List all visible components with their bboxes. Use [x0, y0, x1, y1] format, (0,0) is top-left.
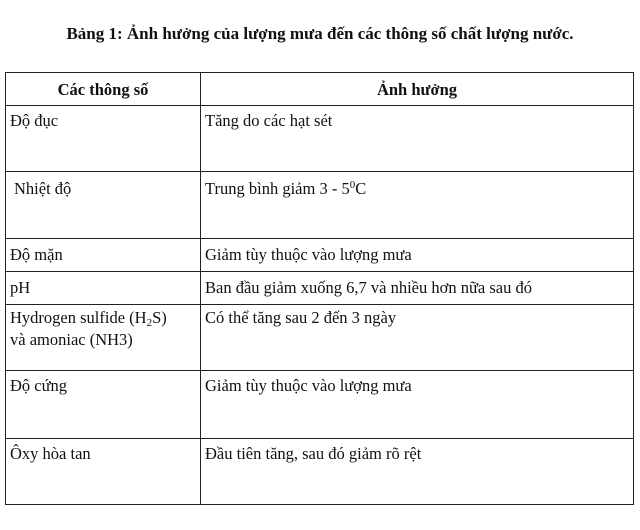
table-row [6, 106, 634, 172]
effect-cell: Giảm tùy thuộc vào lượng mưa [201, 239, 634, 272]
param-cell [6, 305, 201, 371]
table-row [6, 371, 634, 439]
param-cell: pH [6, 272, 201, 305]
param-cell: Nhiệt độ [6, 172, 201, 239]
table-row [6, 272, 634, 305]
param-text: Hydrogen sulfide (H [10, 308, 147, 327]
table-header-row [6, 73, 634, 106]
header-effects: Ảnh hưởng [201, 73, 634, 106]
effect-cell: Tăng do các hạt sét [201, 106, 634, 172]
effect-cell: Giảm tùy thuộc vào lượng mưa [201, 371, 634, 439]
param-cell: Độ mặn [6, 239, 201, 272]
degree-superscript: 0 [349, 179, 356, 191]
effect-cell: Có thể tăng sau 2 đến 3 ngày [201, 305, 634, 371]
subscript: 2 [146, 317, 153, 329]
effect-cell [201, 172, 634, 239]
table-caption: Bảng 1: Ảnh hưởng của lượng mưa đến các thông số chất lượng nước. [66, 24, 574, 43]
param-text-line2: và amoniac (NH3) [10, 330, 133, 349]
param-text-suffix: S) [152, 308, 167, 327]
table-row [6, 239, 634, 272]
param-cell: Độ đục [6, 106, 201, 172]
table-row [6, 439, 634, 505]
param-cell: Ôxy hòa tan [6, 439, 201, 505]
effect-cell: Ban đầu giảm xuống 6,7 và nhiều hơn nữa sau đó [201, 272, 634, 305]
effect-unit: C [355, 179, 367, 198]
table-row [6, 305, 634, 371]
param-cell: Độ cứng [6, 371, 201, 439]
header-parameters: Các thông số [6, 73, 201, 106]
water-quality-table [5, 72, 634, 505]
effect-text: Trung bình giảm 3 - 5 [205, 179, 350, 198]
effect-cell: Đầu tiên tăng, sau đó giảm rõ rệt [201, 439, 634, 505]
table-row [6, 172, 634, 239]
